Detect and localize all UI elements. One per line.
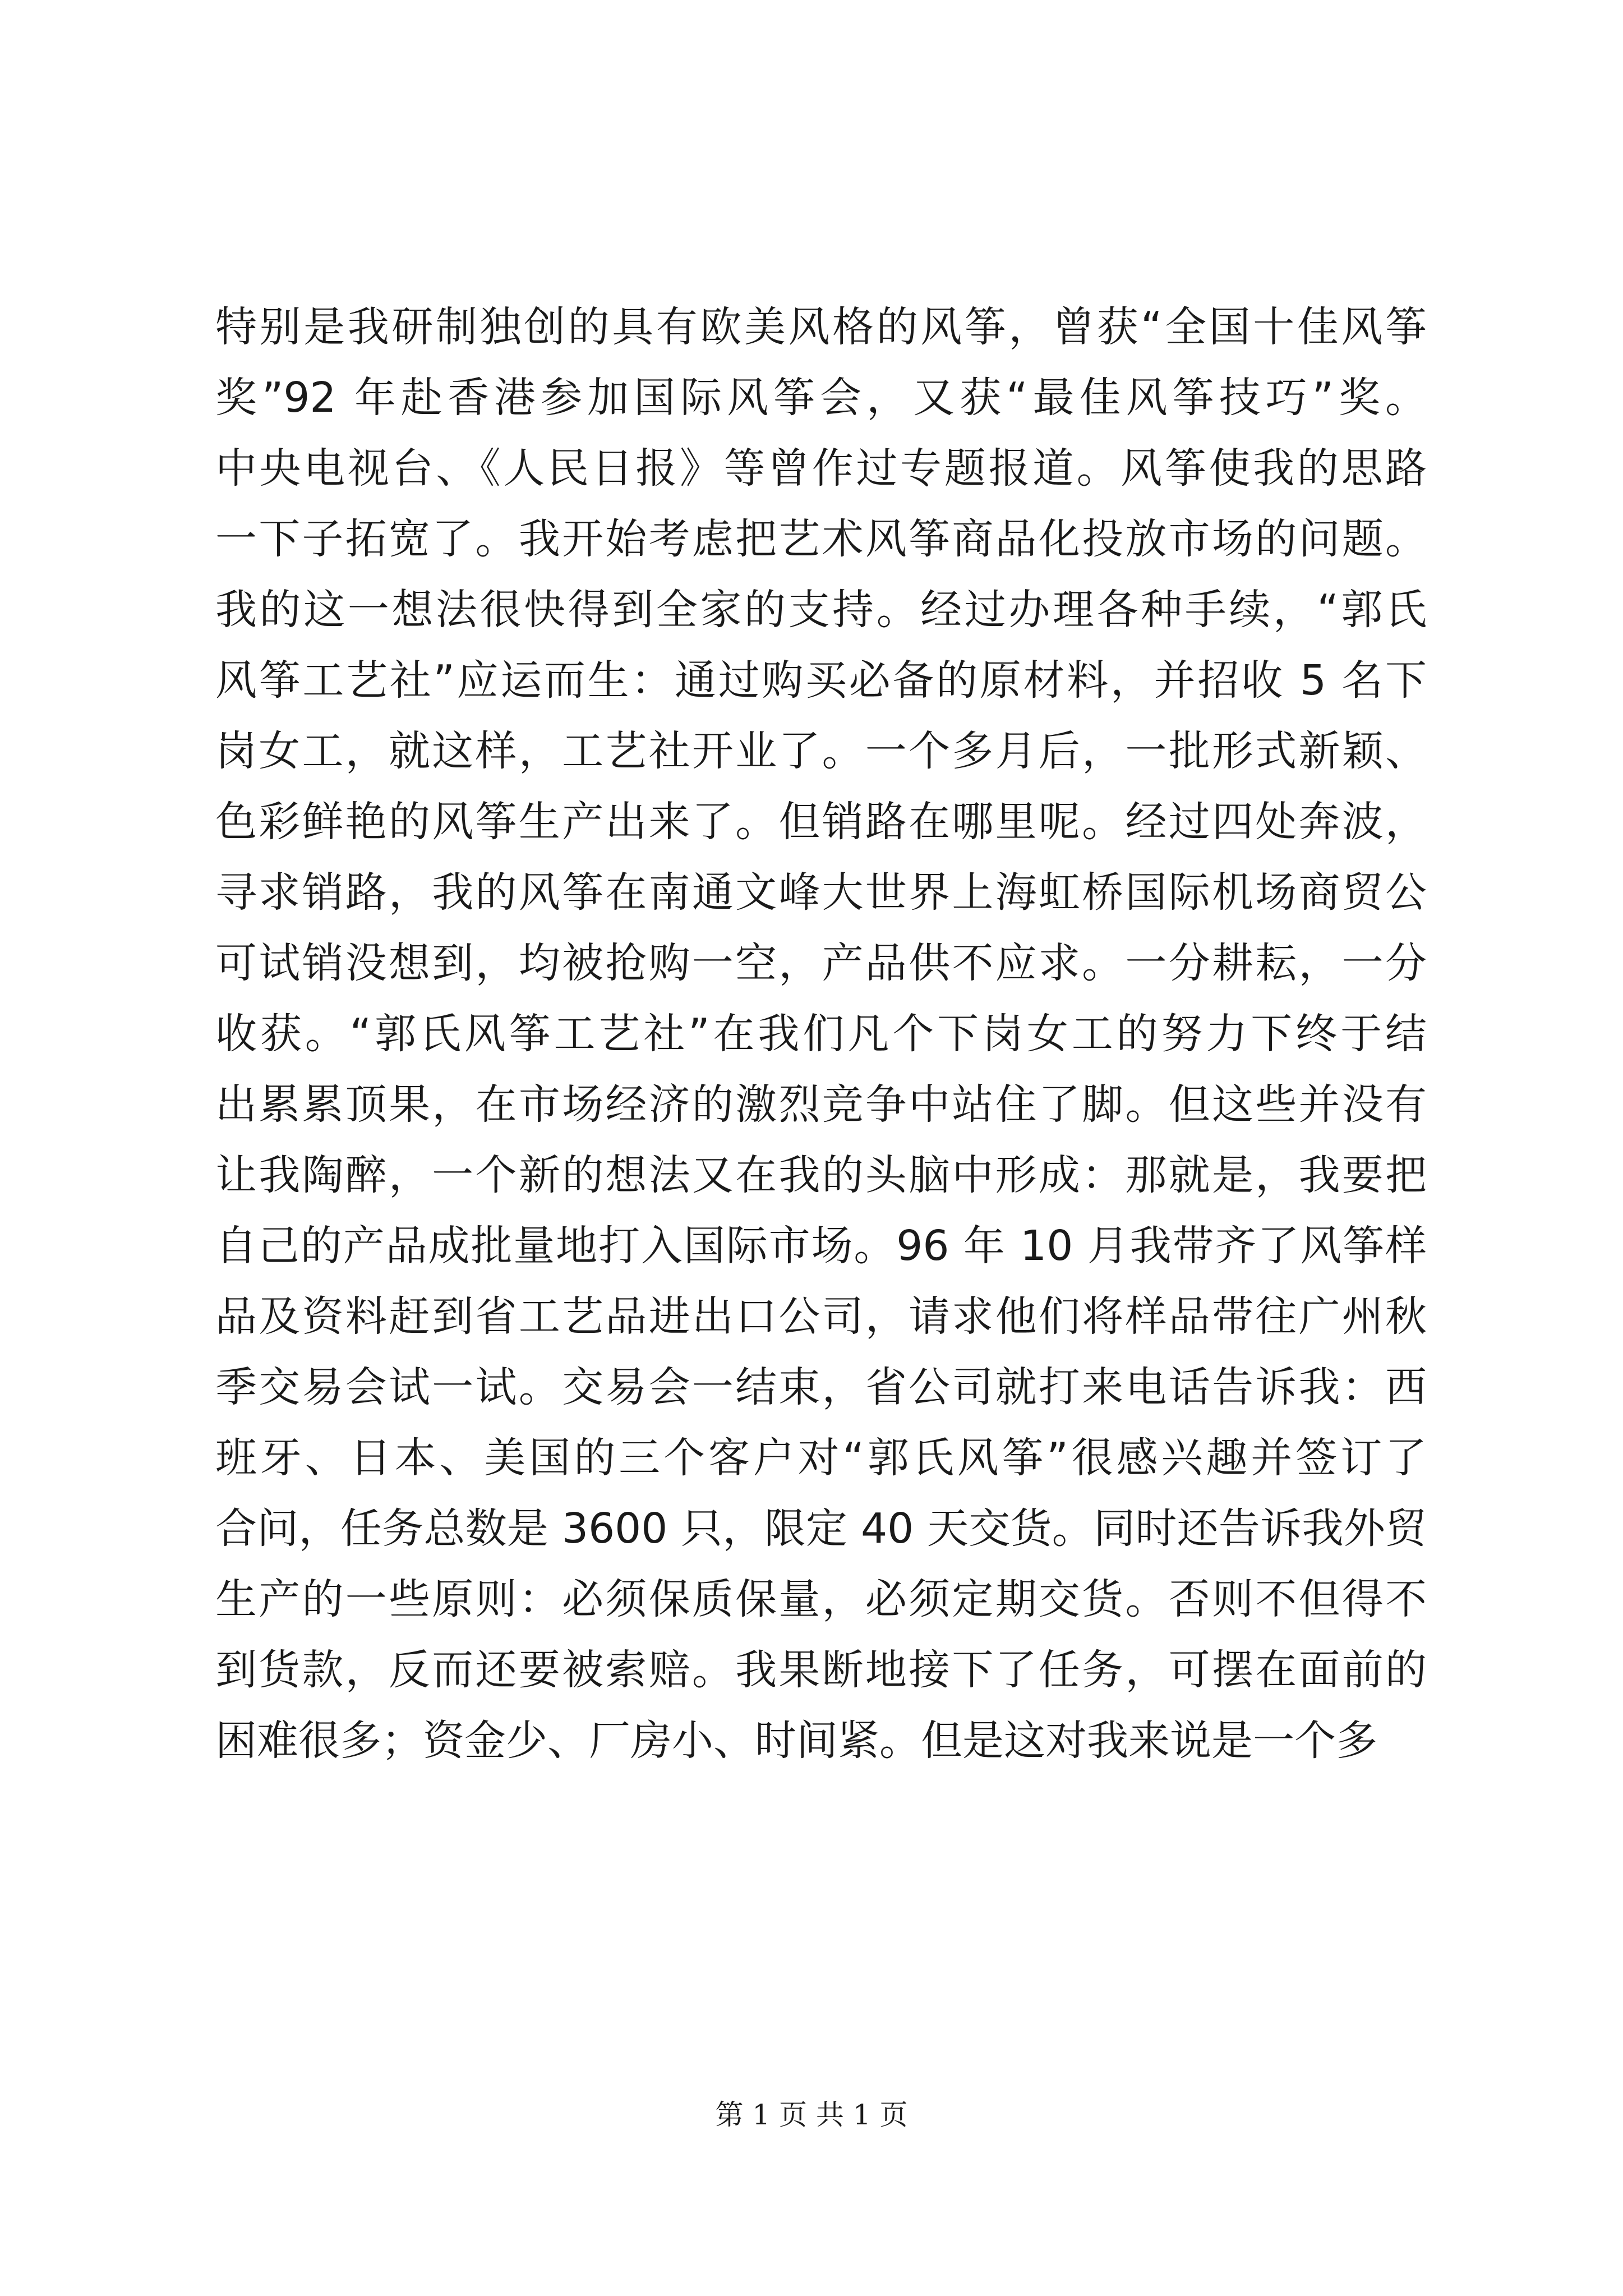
text-line: 我的这一想法很快得到全家的支持。经过办理各种手续，“郭氏	[215, 586, 1427, 634]
body-text	[215, 292, 1427, 1776]
text-line: 季交易会试一试。交易会一结束，省公司就打来电话告诉我：西	[215, 1363, 1427, 1411]
text-line: 一下子拓宽了。我开始考虑把艺术风筝商品化投放市场的问题。	[215, 515, 1427, 563]
text-line: 色彩鲜艳的风筝生产出来了。但销路在哪里呢。经过四处奔波，	[215, 798, 1427, 846]
text-line: 寻求销路，我的风筝在南通文峰大世界上海虹桥国际机场商贸公	[215, 868, 1427, 917]
text-line: 生产的一些原则：必须保质保量，必须定期交货。否则不但得不	[215, 1575, 1427, 1623]
text-line: 风筝工艺社”应运而生：通过购买必备的原材料，并招收 5 名下	[215, 656, 1427, 705]
text-line: 出累累顶果，在市场经济的激烈竞争中站住了脚。但这些并没有	[215, 1080, 1427, 1129]
text-line: 到货款，反而还要被索赔。我果断地接下了任务，可摆在面前的	[215, 1646, 1427, 1694]
text-line: 中央电视台、《人民日报》等曾作过专题报道。风筝使我的思路	[215, 444, 1427, 493]
text-line: 自己的产品成批量地打入国际市场。96 年 10 月我带齐了风筝样	[215, 1222, 1427, 1270]
page-number-label: 第 1 页 共 1 页	[715, 2099, 908, 2131]
page-footer	[0, 2097, 1623, 2133]
text-line: 困难很多；资金少、厂房小、时间紧。但是这对我来说是一个多	[215, 1717, 1377, 1765]
text-line: 岗女工，就这样，工艺社开业了。一个多月后，一批形式新颖、	[215, 727, 1427, 775]
text-line: 班牙、日本、美国的三个客户对“郭氏风筝”很感兴趣并签订了	[215, 1434, 1427, 1482]
text-line: 品及资料赶到省工艺品进出口公司，请求他们将样品带往广州秋	[215, 1292, 1427, 1341]
text-line: 奖”92 年赴香港参加国际风筝会，又获“最佳风筝技巧”奖。	[215, 374, 1427, 422]
text-line: 收获。“郭氏风筝工艺社”在我们凡个下岗女工的努力下终于结	[215, 1010, 1427, 1058]
text-line: 可试销没想到，均被抢购一空，产品供不应求。一分耕耘，一分	[215, 939, 1427, 987]
text-line: 特别是我研制独创的具有欧美风格的风筝，曾获“全国十佳风筝	[215, 303, 1427, 351]
text-line: 合问，任务总数是 3600 只，限定 40 天交货。同时还告诉我外贸	[215, 1504, 1427, 1553]
text-line: 让我陶醉，一个新的想法又在我的头脑中形成：那就是，我要把	[215, 1151, 1427, 1199]
